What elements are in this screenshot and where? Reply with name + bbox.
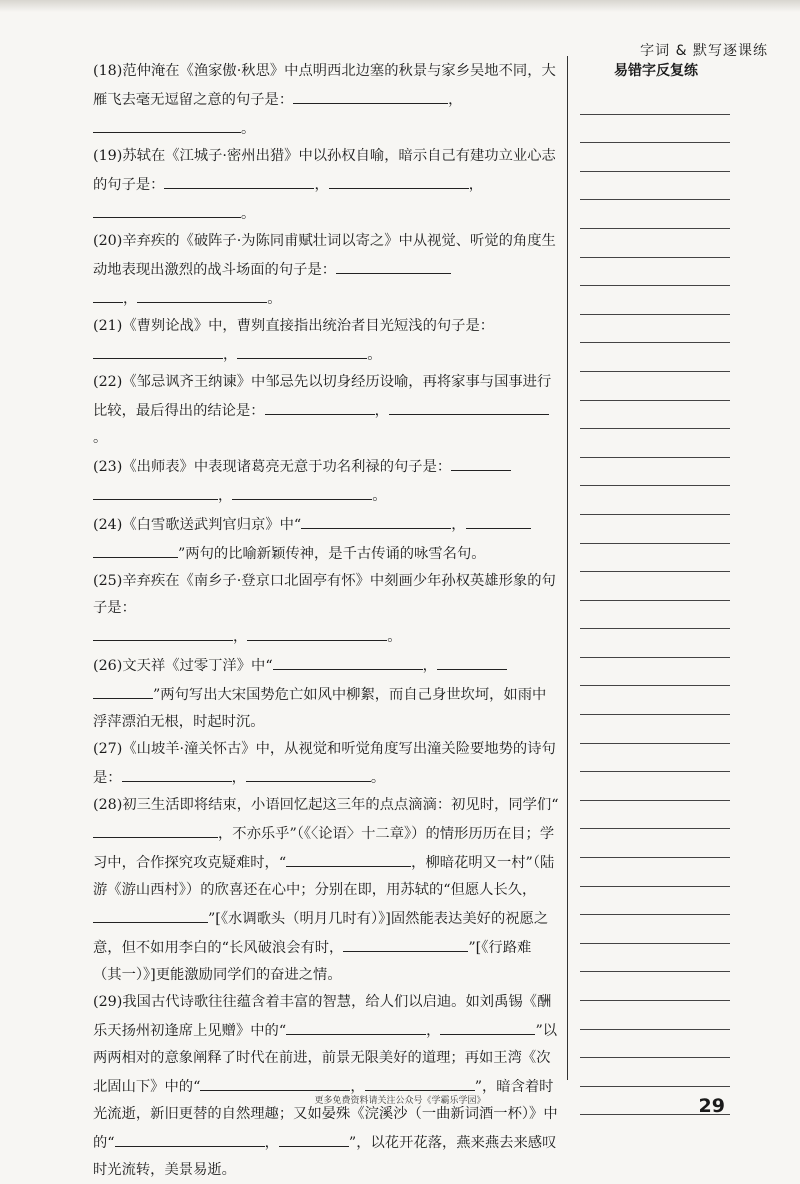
question-list [93,58,559,1184]
practice-line[interactable] [580,715,730,744]
answer-blank[interactable] [329,170,469,189]
answer-blank[interactable] [343,933,468,952]
practice-line[interactable] [580,143,730,172]
question-21: (21)《曹刿论战》中，曹刿直接指出统治者目光短浅的句子是： ， 。 [93,318,495,363]
question-26: (26)文天祥《过零丁洋》中“ ， ”两句写出大宋国势危亡如风中柳絮，而自己身世坎坷，如雨中浮萍漂泊无根，时起时沉。 [93,651,559,736]
footer-note: 更多免费资料请关注公众号《学霸乐学园》 [314,1096,486,1106]
practice-lines [568,86,744,1115]
answer-blank[interactable] [93,904,208,923]
practice-line[interactable] [580,887,730,916]
answer-blank[interactable] [93,819,218,838]
answer-blank[interactable] [93,680,153,699]
answer-blank[interactable] [200,1072,350,1091]
practice-line[interactable] [580,544,730,573]
answer-blank[interactable] [286,1016,426,1035]
practice-line[interactable] [580,115,730,144]
answer-blank[interactable] [93,199,241,218]
answer-blank[interactable] [273,651,423,670]
page-number: 29 [698,1095,725,1117]
practice-line[interactable] [580,429,730,458]
practice-line[interactable] [580,915,730,944]
answer-blank[interactable] [279,1128,349,1147]
question-20: (20)辛弃疾的《破阵子·为陈同甫赋壮词以寄之》中从视觉、听觉的角度生动地表现出激烈的战斗场面的句子是： ， 。 [93,233,556,307]
practice-line[interactable] [580,86,730,115]
answer-blank[interactable] [232,481,372,500]
question-19: (19)苏轼在《江城子·密州出猎》中以孙权自喻，暗示自己有建功立业心志的句子是： ， ， 。 [93,148,556,222]
question-22: (22)《邹忌讽齐王纳谏》中邹忌先以切身经历设喻，再将家事与国事进行比较，最后得出的结论是： ，。 [93,374,552,446]
practice-line[interactable] [580,401,730,430]
practice-line[interactable] [580,372,730,401]
practice-line[interactable] [580,686,730,715]
practice-line[interactable] [580,658,730,687]
answer-blank[interactable] [336,255,451,274]
practice-line[interactable] [580,315,730,344]
answer-blank[interactable] [440,1016,535,1035]
answer-blank[interactable] [365,1072,475,1091]
answer-blank[interactable] [137,284,267,303]
answer-blank[interactable] [122,763,232,782]
practice-line[interactable] [580,944,730,973]
practice-line[interactable] [580,801,730,830]
practice-line[interactable] [580,486,730,515]
answer-blank[interactable] [437,651,507,670]
answer-blank[interactable] [466,510,531,529]
practice-line[interactable] [580,572,730,601]
answer-blank[interactable] [93,284,123,303]
question-23: (23)《出师表》中表现诸葛亮无意于功名利禄的句子是： ， 。 [93,452,559,510]
practice-line[interactable] [580,629,730,658]
answer-blank[interactable] [93,481,218,500]
answer-blank[interactable] [93,114,241,133]
practice-line[interactable] [580,744,730,773]
answer-blank[interactable] [237,340,367,359]
practice-line[interactable] [580,515,730,544]
practice-line[interactable] [580,829,730,858]
answer-blank[interactable] [115,1128,265,1147]
answer-blank[interactable] [301,510,451,529]
practice-line[interactable] [580,1001,730,1030]
answer-blank[interactable] [93,622,233,641]
practice-line[interactable] [580,858,730,887]
practice-line[interactable] [580,1030,730,1059]
page-top-edge [0,0,800,12]
practice-line[interactable] [580,972,730,1001]
practice-line[interactable] [580,343,730,372]
question-18: (18)范仲淹在《渔家傲·秋思》中点明西北边塞的秋景与家乡吴地不同，大雁飞去毫无逗留之意的句子是： ， 。 [93,63,556,137]
practice-line[interactable] [580,172,730,201]
answer-blank[interactable] [451,452,511,471]
answer-blank[interactable] [286,848,411,867]
question-25: (25)辛弃疾在《南乡子·登京口北固亭有怀》中刻画少年孙权英雄形象的句子是： ， 。 [93,573,556,645]
practice-line[interactable] [580,601,730,630]
answer-blank[interactable] [246,763,371,782]
practice-line[interactable] [580,286,730,315]
question-24: (24)《白雪歌送武判官归京》中“ ， ”两句的比喻新颖传神，是千古传诵的咏雪名句。 [93,510,559,568]
practice-line[interactable] [580,229,730,258]
practice-sidebar [567,56,744,1080]
answer-blank[interactable] [247,622,387,641]
answer-blank[interactable] [164,170,314,189]
practice-line[interactable] [580,458,730,487]
practice-line[interactable] [580,258,730,287]
answer-blank[interactable] [93,539,178,558]
answer-blank[interactable] [93,340,223,359]
practice-line[interactable] [580,200,730,229]
practice-line[interactable] [580,772,730,801]
question-29: (29)我国古代诗歌往往蕴含着丰富的智慧，给人们以启迪。如刘禹锡《酬乐天扬州初逢席上见赠》中的“ ， ”以两两相对的意象阐释了时代在前进，前景无限美好的道理；再如王湾《次北固山下》中的“ ， ”，暗含着时光流逝，新旧更替的自然理趣；又如晏殊《浣溪沙（一曲新词酒一杯）》中的“ ， ”，以花开花落，燕来燕去来感叹时光流转，美景易逝。 [93,994,558,1178]
sidebar-title: 易错字反复练 [614,63,698,79]
answer-blank[interactable] [389,396,549,415]
practice-line[interactable] [580,1058,730,1087]
answer-blank[interactable] [265,396,375,415]
question-28: (28)初三生活即将结束，小语回忆起这三年的点点滴滴：初见时，同学们“，不亦乐乎”（《〈论语〉十二章》）的情形历历在目；学习中，合作探究攻克疑难时，“ ，柳暗花明又一村”（陆游《游山西村》）的欣喜还在心中；分别在即，用苏轼的“但愿人长久，”[《水调歌头（明月几时有）》]固然能表达美好的祝愿之意，但不如用李白的“长风破浪会有时， ”[《行路难（其一）》]更能激励同学们的奋进之情。 [93,797,559,983]
section-header: 字词 & 默写逐课练 [640,43,768,59]
answer-blank[interactable] [293,85,448,104]
question-27: (27)《山坡羊·潼关怀古》中，从视觉和听觉角度写出潼关险要地势的诗句是： ， 。 [93,741,556,786]
